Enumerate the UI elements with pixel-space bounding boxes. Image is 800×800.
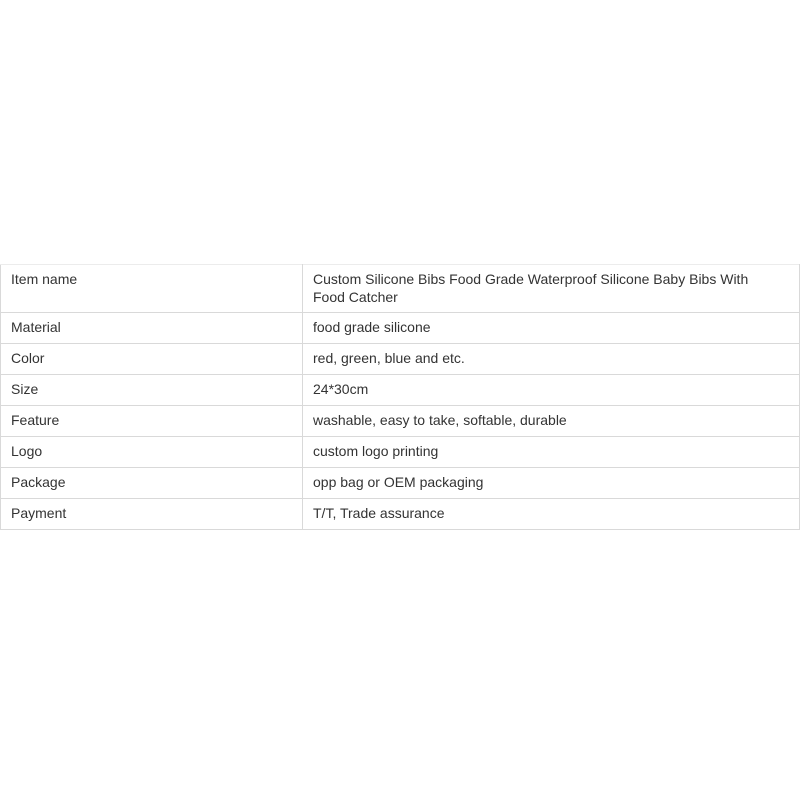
- spec-label: Material: [1, 313, 303, 344]
- spec-value: washable, easy to take, softable, durable: [303, 406, 800, 437]
- spec-label: Payment: [1, 499, 303, 530]
- spec-label: Item name: [1, 265, 303, 313]
- table-row: [1, 499, 800, 530]
- product-spec-table: [0, 264, 800, 530]
- table-row: [1, 468, 800, 499]
- spec-label: Size: [1, 375, 303, 406]
- table-row: [1, 437, 800, 468]
- spec-value: food grade silicone: [303, 313, 800, 344]
- spec-value: Custom Silicone Bibs Food Grade Waterproof Silicone Baby Bibs With Food Catcher: [303, 265, 800, 313]
- spec-value: T/T, Trade assurance: [303, 499, 800, 530]
- spec-label: Color: [1, 344, 303, 375]
- table-row: [1, 375, 800, 406]
- table-row: [1, 313, 800, 344]
- table-row: [1, 265, 800, 313]
- spec-label: Feature: [1, 406, 303, 437]
- table-row: [1, 406, 800, 437]
- spec-value: red, green, blue and etc.: [303, 344, 800, 375]
- spec-value: opp bag or OEM packaging: [303, 468, 800, 499]
- spec-label: Package: [1, 468, 303, 499]
- spec-label: Logo: [1, 437, 303, 468]
- table-row: [1, 344, 800, 375]
- spec-value: custom logo printing: [303, 437, 800, 468]
- spec-value: 24*30cm: [303, 375, 800, 406]
